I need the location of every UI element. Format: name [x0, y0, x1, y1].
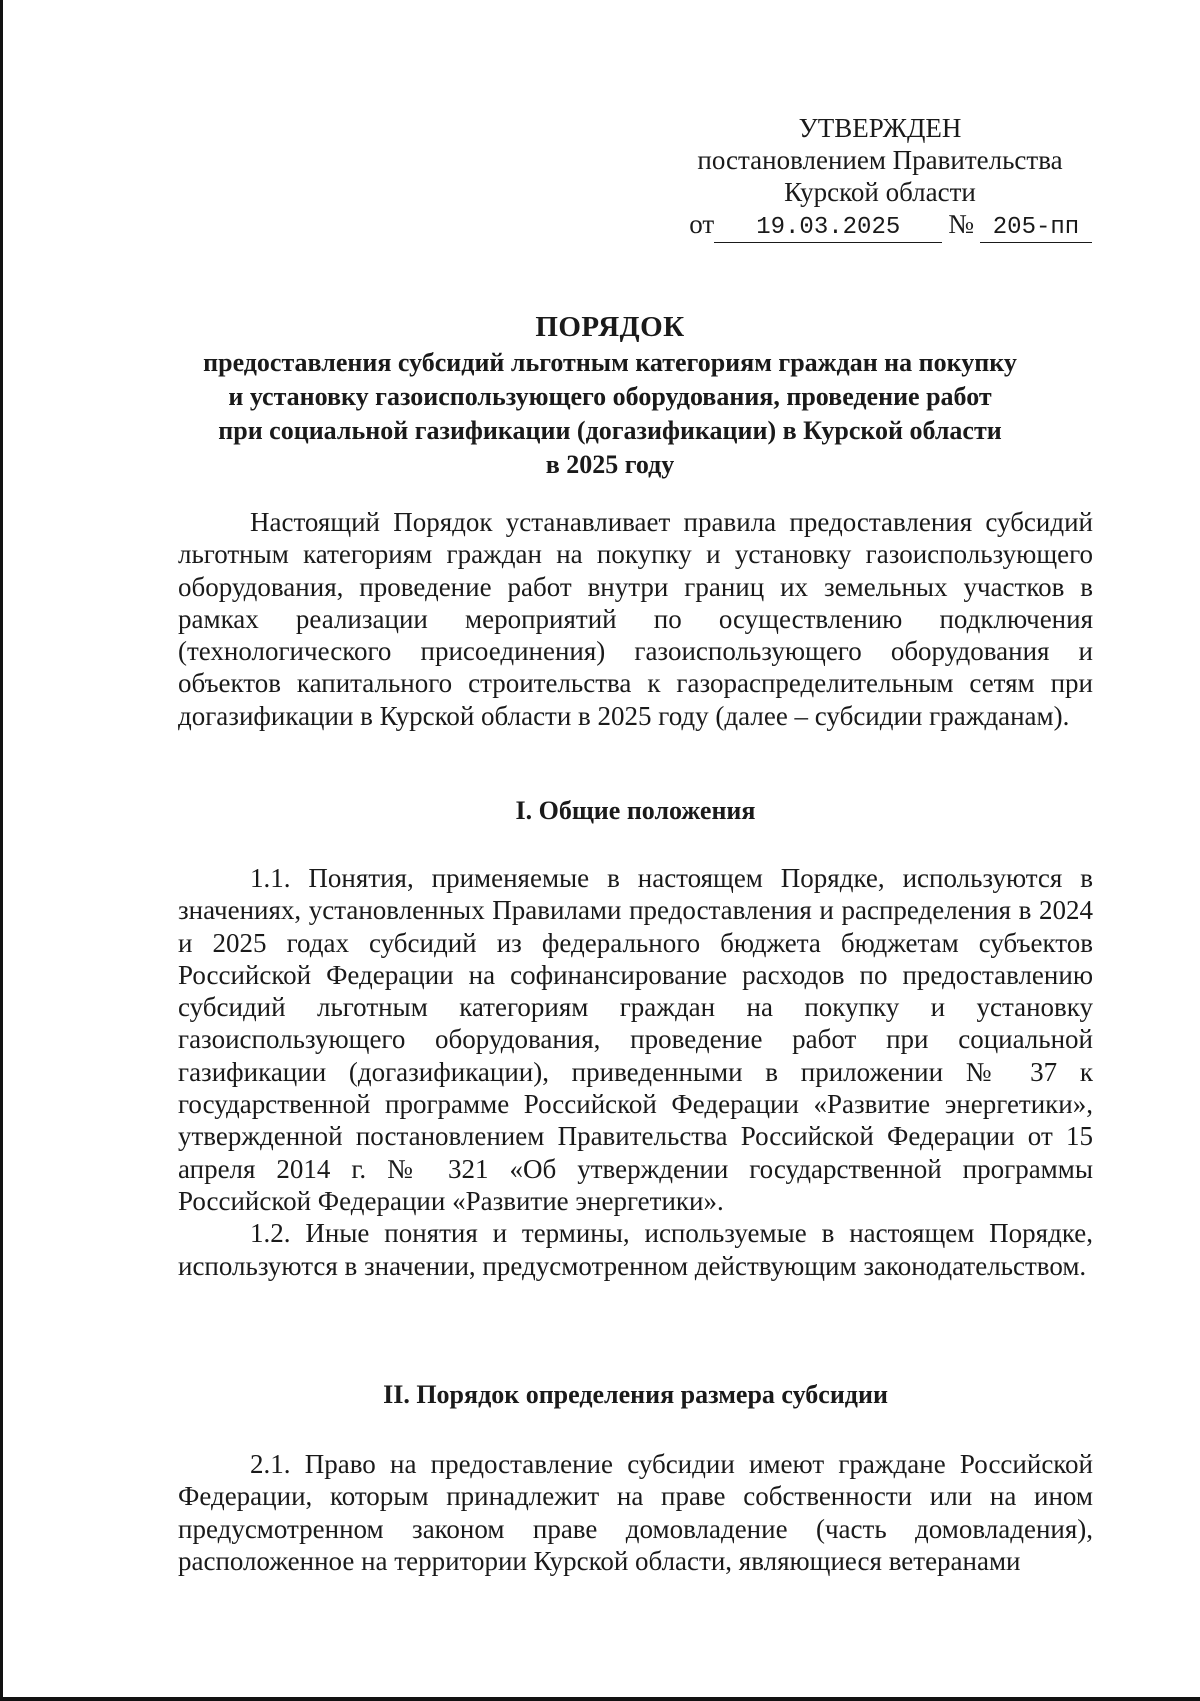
document-title-block [130, 308, 1090, 482]
section-1-paragraph-2: 1.2. Иные понятия и термины, используемые в настоящем Порядке, используются в значении, предусмотренном действующим законодательством. [178, 1218, 1093, 1281]
approval-stamp [660, 112, 1100, 243]
document-subtitle: предоставления субсидий льготным категориям граждан на покупку и установку газоиспользующего оборудования, проведение работ при социальной газификации (догазификации) в Курской области в 2025 году [203, 348, 1017, 479]
approval-line-1: постановлением Правительства [697, 145, 1063, 175]
approval-title: УТВЕРЖДЕН [798, 113, 962, 143]
date-prefix: от [689, 209, 715, 239]
section-1-body [178, 862, 1093, 1282]
approval-line-2: Курской области [784, 177, 976, 207]
section-1-paragraph-1: 1.1. Понятия, применяемые в настоящем Порядке, используются в значениях, установленных Правилами предоставления и распределения в 2024 и 2025 годах субсидий из федерального бюджета бюджетам субъектов Российской Федерации на софинансирование расходов по предоставлению субсидий льготным категориям граждан на покупку и установку газоиспользующего оборудования, проведение работ при социальной газификации (догазификации), приведенными в приложении № 37 к государственной программе Российской Федерации «Развитие энергетики», утвержденной постановлением Правительства Российской Федерации от 15 апреля 2014 г. № 321 «Об утверждении государственной программы Российской Федерации «Развитие энергетики». [178, 863, 1093, 1216]
page-edge-bottom [0, 1697, 1200, 1701]
approval-number: 205-пп [980, 214, 1092, 243]
section-2-body [178, 1448, 1093, 1577]
approval-date: 19.03.2025 [714, 214, 942, 243]
intro-paragraph: Настоящий Порядок устанавливает правила предоставления субсидий льготным категориям граждан на покупку и установку газоиспользующего оборудования, проведение работ внутри границ их земельных участков в рамках реализации мероприятий по осуществлению подключения (технологического присоединения) газоиспользующего оборудования и объектов капитального строительства к газораспределительным сетям при догазификации в Курской области в 2025 году (далее – субсидии гражданам). [178, 507, 1093, 731]
document-title: ПОРЯДОК [535, 311, 685, 343]
section-2-paragraph-1: 2.1. Право на предоставление субсидии имеют граждане Российской Федерации, которым принадлежит на праве собственности или на ином предусмотренном законом праве домовладение (часть домовладения), расположенное на территории Курской области, являющиеся ветеранами [178, 1449, 1093, 1576]
section-2-heading: II. Порядок определения размера субсидии [383, 1380, 888, 1409]
section-1-heading: I. Общие положения [515, 796, 756, 825]
approval-date-number-line [660, 208, 1100, 243]
number-prefix: № [948, 209, 974, 239]
page-edge-left [0, 0, 3, 1701]
intro-block [178, 506, 1093, 732]
